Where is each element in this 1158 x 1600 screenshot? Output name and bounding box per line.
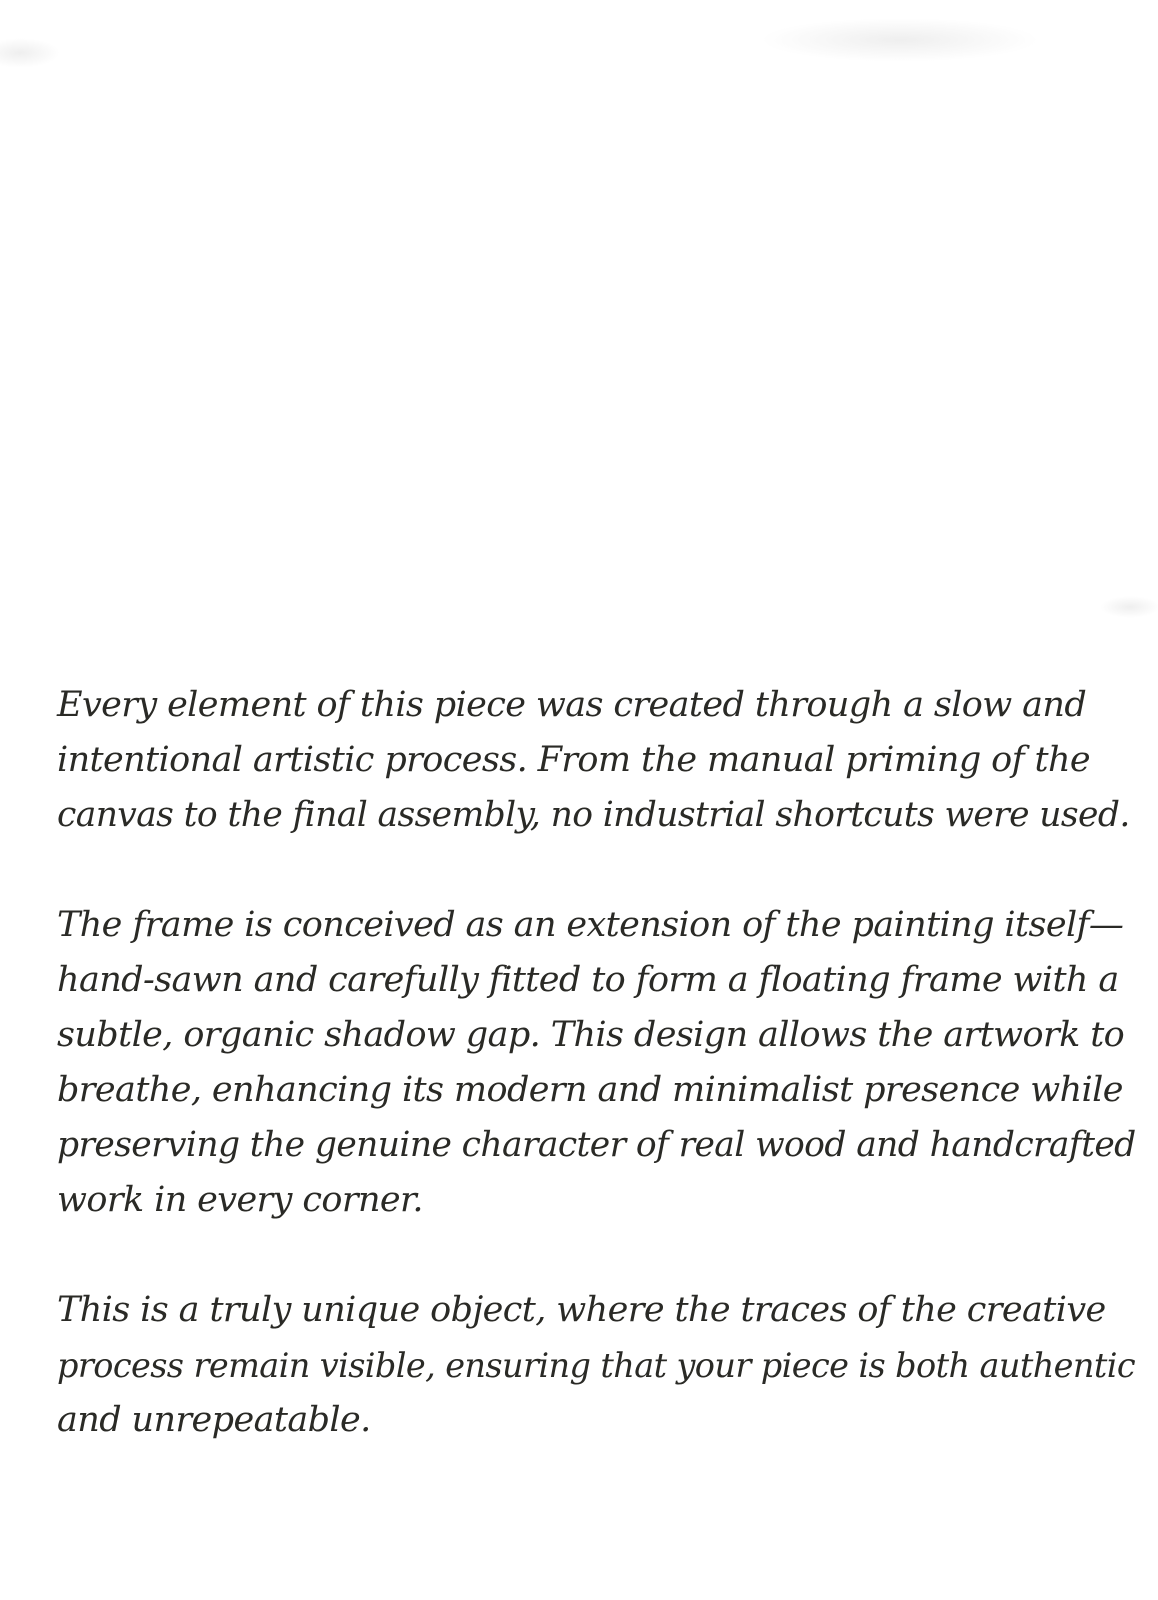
faint-smudge-left [0,38,60,68]
text-line: and unrepeatable. [57,1400,371,1440]
text-line: process remain visible, ensuring that your piece is both authentic [57,1346,1136,1385]
faint-smudge-top [760,18,1040,62]
text-line: The frame is conceived as an extension of the painting itself— [57,905,1124,945]
product-description [57,678,1136,1448]
paragraph-unique [57,1283,1136,1448]
text-line: hand-sawn and carefully fitted to form a floating frame with a [57,960,1119,1000]
text-line: Every element of this piece was created through a slow and [57,685,1087,725]
paragraph-frame [57,898,1136,1228]
text-line: This is a truly unique object, where the traces of the creative [57,1290,1106,1330]
text-line: preserving the genuine character of real wood and handcrafted [57,1125,1136,1165]
faint-smudge-right [1100,596,1158,618]
text-line: work in every corner. [57,1180,423,1220]
text-line: breathe, enhancing its modern and minimalist presence while [57,1070,1123,1110]
text-line: subtle, organic shadow gap. This design allows the artwork to [57,1015,1125,1055]
text-line: intentional artistic process. From the manual priming of the [57,740,1091,780]
text-line: canvas to the final assembly, no industrial shortcuts were used. [57,795,1130,835]
paragraph-process [57,678,1130,843]
